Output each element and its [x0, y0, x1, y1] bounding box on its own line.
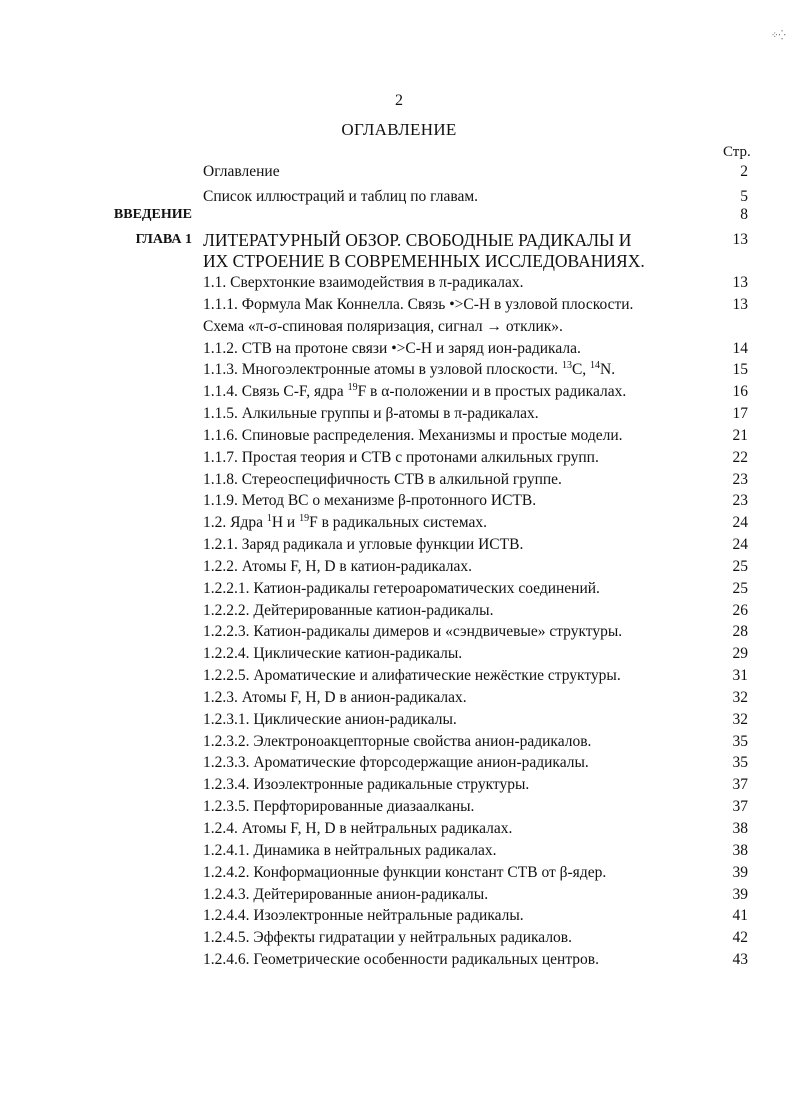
toc-entry	[0, 621, 798, 643]
toc-entry-title: 1.2.2.2. Дейтерированные катион-радикалы.	[203, 601, 494, 619]
toc-entry	[0, 884, 798, 906]
toc-page-number: 14	[732, 339, 748, 357]
toc-page-number: 43	[732, 951, 748, 969]
toc-entry	[0, 250, 798, 272]
page-title: ОГЛАВЛЕНИЕ	[341, 120, 457, 139]
toc-entry-title: 1.2. Ядра $^1$H и $^{19}$F в радикальных системах.	[203, 513, 487, 532]
toc-entry-title: 1.2.4.1. Динамика в нейтральных радикалах.	[203, 841, 497, 859]
toc-page-number: 32	[732, 688, 748, 706]
toc-page-number: 37	[732, 776, 748, 794]
toc-page-number: 25	[732, 579, 748, 597]
toc-entry-title: 1.2.3.4. Изоэлектронные радикальные структуры.	[203, 776, 530, 794]
toc-page-number: 26	[732, 601, 748, 619]
toc-entry-title: 1.1.5. Алкильные группы и β-атомы в π-радикалах.	[203, 405, 539, 423]
toc-page-number: 2	[740, 163, 748, 180]
toc-entry	[0, 687, 798, 709]
toc-entry-title: Список иллюстраций и таблиц по главам.	[203, 188, 479, 205]
toc-page-number: 16	[732, 383, 748, 401]
toc-entry	[0, 447, 798, 469]
toc-entry-title: 1.2.2. Атомы F, H, D в катион-радикалах.	[203, 557, 473, 575]
toc-entry-title: 1.2.4.3. Дейтерированные анион-радикалы.	[203, 885, 489, 903]
toc-entry-title: 1.2.3.1. Циклические анион-радикалы.	[203, 710, 457, 728]
toc-entry-title: 1.2.4.4. Изоэлектронные нейтральные радикалы.	[203, 907, 524, 925]
toc-page-number: 35	[732, 732, 748, 750]
toc-chapter-label: ВВЕДЕНИЕ	[113, 207, 192, 222]
toc-entry	[0, 905, 798, 927]
toc-entry	[0, 927, 798, 949]
toc-entry-title: 1.2.2.1. Катион-радикалы гетероароматических соединений.	[203, 579, 600, 597]
toc-page-number: 35	[732, 754, 748, 772]
toc-entry-title: ИХ СТРОЕНИЕ В СОВРЕМЕННЫХ ИССЛЕДОВАНИЯХ.	[203, 251, 645, 271]
toc-entry	[0, 316, 798, 338]
toc-entry	[0, 556, 798, 578]
toc-page-number: 41	[732, 907, 748, 925]
toc-page-number: 39	[732, 885, 748, 903]
toc-entry	[0, 731, 798, 753]
toc-page-number: 13	[732, 231, 748, 248]
toc-page-number: 17	[732, 405, 748, 423]
scan-stamp-icon: ⁘⁛	[771, 30, 786, 40]
toc-entry	[0, 359, 798, 381]
toc-page-number: 13	[732, 274, 748, 291]
toc-entry-title: 1.2.2.4. Циклические катион-радикалы.	[203, 645, 463, 663]
toc-entry	[0, 469, 798, 491]
toc-page-number: 21	[732, 426, 748, 444]
toc-page-number: 22	[732, 448, 748, 466]
toc-entry-title: Схема «π-σ-спиновая поляризация, сигнал → отклик».	[203, 317, 563, 335]
toc-entry	[0, 294, 798, 316]
toc-entry-title: 1.1. Сверхтонкие взаимодействия в π-радикалах.	[203, 274, 524, 291]
toc-entry-title: Оглавление	[203, 163, 280, 180]
toc-entry-title: 1.1.9. Метод ВС о механизме β-протонного ИСТВ.	[203, 492, 537, 510]
toc-entry	[0, 534, 798, 556]
toc-page-number: 23	[732, 492, 748, 510]
toc-entry	[0, 600, 798, 622]
toc-entry	[0, 512, 798, 534]
page-column-header: Стр.	[723, 144, 751, 160]
toc-page-number: 28	[732, 623, 748, 641]
toc-entry-title: 1.2.4.6. Геометрические особенности радикальных центров.	[203, 951, 599, 969]
toc-entry	[0, 425, 798, 447]
toc-entry-title: 1.2.3.2. Электроноакцепторные свойства анион-радикалов.	[203, 732, 592, 750]
toc-entry	[0, 840, 798, 862]
toc-entry	[0, 796, 798, 818]
toc-entry	[0, 490, 798, 512]
toc-entry-title: 1.2.2.5. Ароматические и алифатические нежёсткие структуры.	[203, 667, 621, 685]
toc-page-number: 31	[732, 667, 748, 685]
toc-entry-title: 1.2.3.3. Ароматические фторсодержащие анион-радикалы.	[203, 754, 589, 772]
toc-entry-title: 1.2.3. Атомы F, H, D в анион-радикалах.	[203, 688, 467, 706]
toc-entry-title: 1.1.1. Формула Мак Коннелла. Связь •>C-H в узловой плоскости.	[203, 295, 634, 313]
toc-entry-title: 1.2.1. Заряд радикала и угловые функции ИСТВ.	[203, 536, 524, 554]
toc-entry	[0, 381, 798, 403]
toc-chapter-label: ГЛАВА 1	[135, 232, 192, 247]
toc-page-number: 24	[732, 514, 748, 532]
toc-page-number: 23	[732, 470, 748, 488]
toc-page-number: 32	[732, 710, 748, 728]
toc-entry-title: 1.2.4.5. Эффекты гидратации у нейтральных радикалов.	[203, 929, 573, 947]
toc-entry	[0, 949, 798, 971]
toc-entry-title: 1.1.7. Простая теория и СТВ с протонами алкильных групп.	[203, 448, 599, 466]
toc-entry-title: 1.1.8. Стереоспецифичность СТВ в алкильной группе.	[203, 470, 562, 488]
toc-entry	[0, 403, 798, 425]
toc-entry-title: 1.2.4.2. Конформационные функции констант СТВ от β-ядер.	[203, 863, 607, 881]
toc-entry	[0, 665, 798, 687]
toc-page-number: 39	[732, 863, 748, 881]
page-number: 2	[395, 92, 403, 109]
toc-page-number: 38	[732, 820, 748, 837]
toc-entry	[0, 752, 798, 774]
toc-entry-title: 1.1.2. СТВ на протоне связи •>C-H и заряд ион-радикала.	[203, 339, 581, 357]
toc-entry-title: ЛИТЕРАТУРНЫЙ ОБЗОР. СВОБОДНЫЕ РАДИКАЛЫ И	[203, 230, 632, 250]
toc-page-number: 24	[732, 536, 748, 554]
toc-entry	[0, 818, 798, 840]
toc-page-number: 8	[740, 206, 748, 223]
toc-page-number: 25	[732, 557, 748, 575]
toc-entry	[0, 161, 798, 183]
toc-entry-title: 1.2.3.5. Перфторированные диазаалканы.	[203, 798, 475, 816]
toc-page-number: 5	[740, 188, 748, 205]
toc-page-number: 37	[732, 798, 748, 816]
toc-page-number: 42	[732, 929, 748, 947]
toc-entry	[0, 709, 798, 731]
toc-entry-title: 1.2.4. Атомы F, H, D в нейтральных радикалах.	[203, 820, 513, 837]
toc-entry-title: 1.1.3. Многоэлектронные атомы в узловой плоскости. $^{13}$C, $^{14}$N.	[203, 360, 616, 379]
toc-entry	[0, 272, 798, 294]
toc-entry	[0, 578, 798, 600]
toc-page-number: 15	[732, 361, 748, 379]
toc-entry	[0, 204, 798, 226]
toc-entry	[0, 229, 798, 251]
toc-page-number: 29	[732, 645, 748, 663]
toc-entry	[0, 774, 798, 796]
toc-entry	[0, 338, 798, 360]
toc-entry	[0, 862, 798, 884]
toc-entry	[0, 643, 798, 665]
toc-page-number: 13	[732, 295, 748, 313]
toc-page-number: 38	[732, 841, 748, 859]
toc-entry-title: 1.1.6. Спиновые распределения. Механизмы и простые модели.	[203, 426, 623, 444]
toc-entry-title: 1.2.2.3. Катион-радикалы димеров и «сэндвичевые» структуры.	[203, 623, 623, 641]
toc-entry-title: 1.1.4. Связь C-F, ядра $^{19}$F в α-положении и в простых радикалах.	[203, 382, 627, 401]
